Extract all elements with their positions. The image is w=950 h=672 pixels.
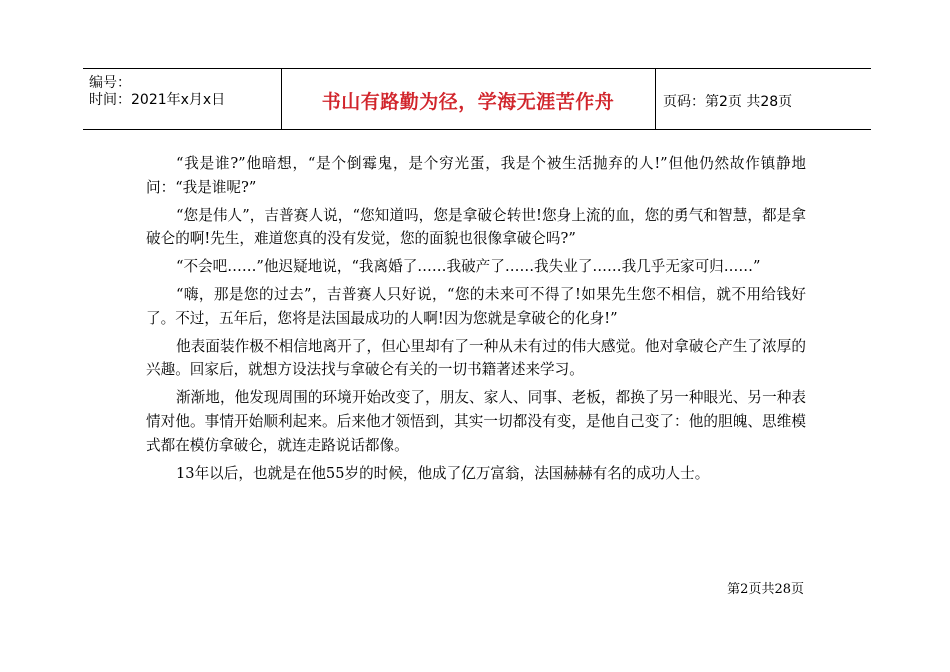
motto-text: 书山有路勤为径，学海无涯苦作舟: [321, 91, 615, 113]
header-page-cell: [655, 69, 871, 129]
paragraph: “您是伟人”，吉普赛人说，“您知道吗，您是拿破仑转世!您身上流的血，您的勇气和智慧，都是拿破仑的啊!先生，难道您真的没有发觉，您的面貌也很像拿破仑吗?”: [146, 206, 806, 248]
document-body: [146, 152, 806, 489]
date-line: 时间：2021年x月x日: [89, 92, 226, 108]
header-meta-cell: [83, 69, 282, 129]
header-page-info: 页码：第2页 共28页: [663, 94, 793, 110]
paragraph: 13年以后，也就是在他55岁的时候，他成了亿万富翁，法国赫赫有名的成功人士。: [176, 464, 710, 482]
paragraph: “不会吧……”他迟疑地说，“我离婚了……我破产了……我失业了……我几乎无家可归……”: [176, 258, 761, 276]
serial-label: 编号：: [89, 75, 131, 91]
page-footer: 第2页共28页: [727, 582, 804, 597]
paragraph: 渐渐地，他发现周围的环境开始改变了，朋友、家人、同事、老板，都换了另一种眼光、另一种表情对他。事情开始顺利起来。后来他才领悟到，其实一切都没有变，是他自己变了：他的胆魄、思维模式都在模仿拿破仑，就连走路说话都像。: [146, 389, 806, 454]
header-motto-cell: [281, 69, 656, 129]
paragraph: “嗨，那是您的过去”，吉普赛人只好说，“您的未来可不得了!如果先生您不相信，就不用给钱好了。不过，五年后，您将是法国最成功的人啊!因为您就是拿破仑的化身!”: [146, 285, 806, 327]
paragraph: “我是谁?”他暗想，“是个倒霉鬼，是个穷光蛋，我是个被生活抛弃的人!”但他仍然故作镇静地问：“我是谁呢?”: [146, 155, 806, 196]
paragraph: 他表面装作极不相信地离开了，但心里却有了一种从未有过的伟大感觉。他对拿破仑产生了浓厚的兴趣。回家后，就想方设法找与拿破仑有关的一切书籍著述来学习。: [146, 337, 806, 379]
document-header: [83, 68, 871, 130]
